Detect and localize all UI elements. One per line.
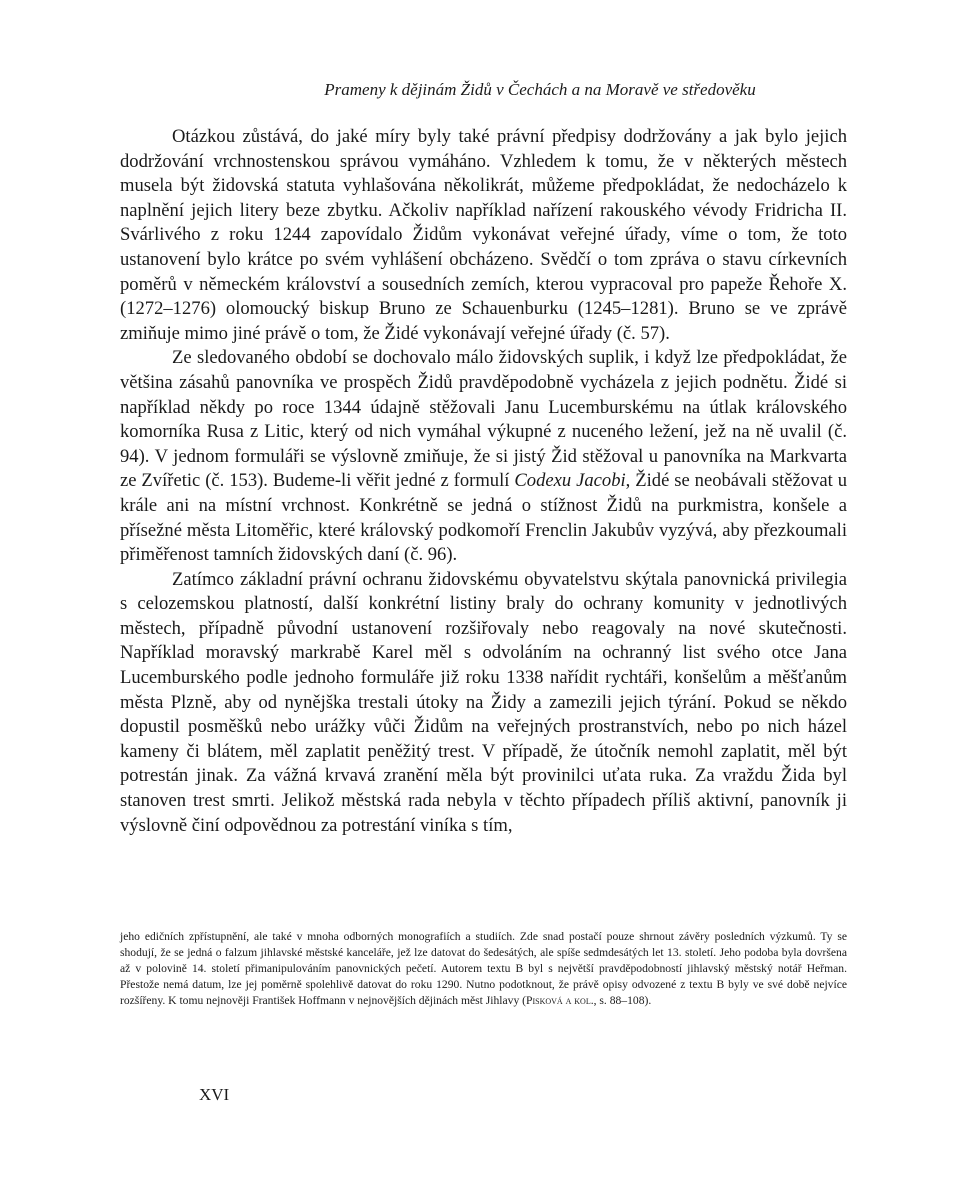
paragraph-2-start: Ze sledovaného období se dochovalo málo židovských suplik, i když lze předpokládat, že většina zásahů panovníka ve prospěch Židů pravděpodobně vycházela z jejich podnětu. Židé si například někdy po roce 1344 údajně stěžovali Janu Lucemburskému na útlak královského komorníka Rusa z Litic, který od nich vymáhal výkupné z nuceného ležení, jež na ně uvalil (č. 94). V jednom formuláři se výslovně zmiňuje, že si jistý Žid stěžoval u panovníka na Markvarta ze Zvířetic (č. 153). Budeme-li věřit jedné z formulí bbox=[120, 347, 847, 492]
paragraph-1: Otázkou zůstává, do jaké míry byly také právní předpisy dodržovány a jak bylo jejich dodržování vrchnostenskou správou vymáháno. Vzhledem k tomu, že v některých městech musela být židovská statuta vyhlašována několikrát, můžeme předpokládat, že nedocházelo k naplnění jejich litery beze zbytku. Ačkoliv například nařízení rakouského vévody Fridricha II. Svárlivého z roku 1244 zapovídalo Židům vykonávat veřejné úřady, víme o tom, že toto ustanovení bylo krátce po svém vyhlášení obcházeno. Svědčí o tom zpráva o stavu církevních poměrů v německém království a sousedních zemích, kterou vypracoval pro papeže Řehoře X. (1272–1276) olomoucký biskup Bruno ze Schauenburku (1245–1281). Bruno se ve zprávě zmiňuje mimo jiné právě o tom, že Židé vykonávají veřejné úřady (č. 57). bbox=[120, 126, 847, 344]
main-text bbox=[120, 125, 847, 838]
paragraph-2 bbox=[120, 346, 847, 567]
paragraph-3: Zatímco základní právní ochranu židovskému obyvatelstvu skýtala panovnická privilegia s celozemskou platností, další konkrétní listiny braly do ochrany komunity v jednotlivých městech, případně původní ustanovení rozšiřovaly nebo reagovaly na nové skutečnosti. Například moravský markrabě Karel měl s odvoláním na ochranný list svého otce Jana Lucemburského podle jednoho formuláře již roku 1338 nařídit rychtáři, konšelům a měšťanům města Plzně, aby od nynějška trestali útoky na Židy a zamezili jejich týrání. Pokud se někdo dopustil posměšků nebo urážky vůči Židům na veřejných prostranstvích, nebo po nich házel kameny či blátem, měl zaplatit peněžitý trest. V případě, že útočník nemohl zaplatit, měl být potrestán jinak. Za vážná krvavá zranění měla být provinilci uťata ruka. Za vraždu Žida byl stanoven trest smrti. Jelikož městská rada nebyla v těchto případech příliš aktivní, panovník ji výslovně činí odpovědnou za potrestání viníka s tím, bbox=[120, 568, 847, 836]
codex-title: Codexu Jacobi bbox=[514, 470, 626, 492]
footnote bbox=[120, 929, 847, 1009]
footnote-citation: Pisková a kol. bbox=[526, 994, 594, 1008]
footnote-text-end: , s. 88–108). bbox=[593, 994, 652, 1008]
footnote-text-start: jeho edičních zpřístupnění, ale také v mnoha odborných monografiích a studiích. Zde snad postačí pouze shrnout závěry posledních výzkumů. Ty se shodují, že se jedná o falzum jihlavské městské kanceláře, jež lze datovat do šedesátých, ale spíše sedmdesátých let 13. století. Jeho podoba byla dovršena až v polovině 14. století přimanipulováním panovnických pečetí. Autorem textu B byl s největší pravděpodobností jihlavský městský notář Heřman. Přestože nemá datum, lze jej poměrně spolehlivě datovat do roku 1290. Nutno podotknout, že právě opisy odvozené z textu B byly ve své době nejvíce rozšířeny. K tomu nejnověji František Hoffmann v nejnovějších dějinách měst Jihlavy ( bbox=[120, 930, 847, 1008]
paragraph-2-end: , Židé se neobávali stěžovat u krále ani na místní vrchnost. Konkrétně se jedná o stížnost Židů na purkmistra, konšele a přísežné města Litoměřic, které královský podkomoří Frenclin Jakubův vyzývá, aby přezkoumali přiměřenost tamních židovských daní (č. 96). bbox=[120, 470, 848, 566]
footnote-text bbox=[120, 929, 847, 1009]
running-header: Prameny k dějinám Židů v Čechách a na Moravě ve středověku bbox=[324, 80, 756, 99]
page-number: XVI bbox=[199, 1085, 230, 1104]
